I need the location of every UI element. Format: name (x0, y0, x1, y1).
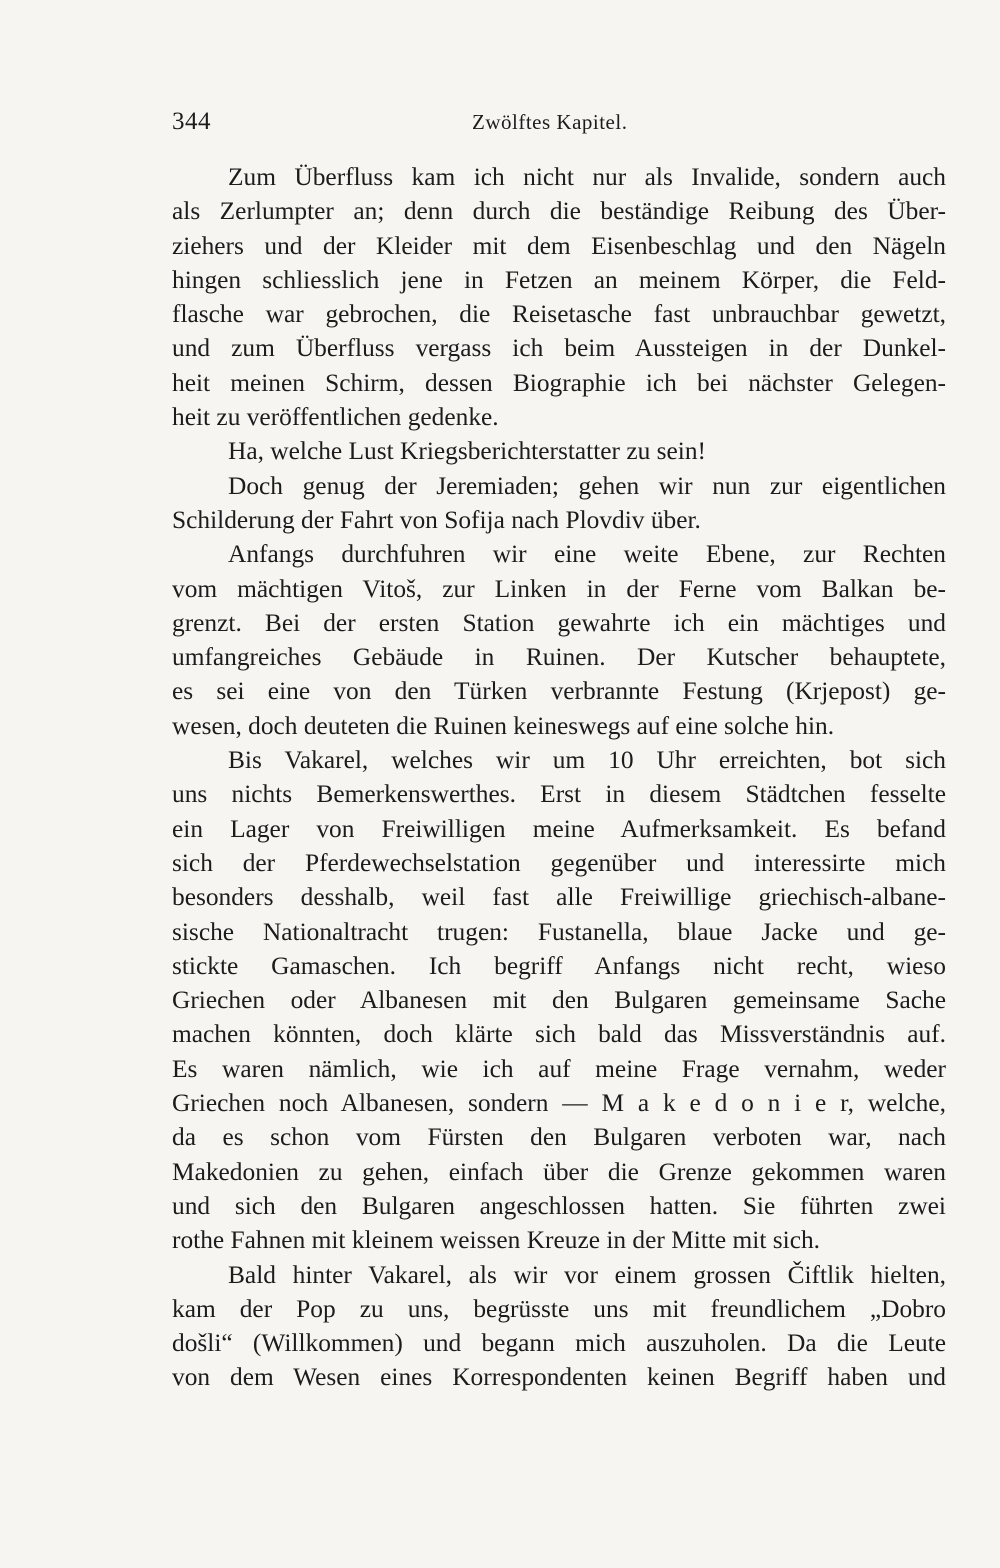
text-line: heit meinen Schirm, dessen Biographie ich bei nächster Gelegen- (172, 368, 946, 397)
paragraph (172, 537, 946, 743)
text-line: Anfangs durchfuhren wir eine weite Ebene, zur Rechten (228, 540, 946, 569)
text-line: flasche war gebrochen, die Reisetasche fast unbrauchbar gewetzt, (172, 300, 946, 329)
text-line: Griechen noch Albanesen, sondern — M a k e d o n i e r, welche, (172, 1089, 946, 1118)
text-line: stickte Gamaschen. Ich begriff Anfangs nicht recht, wieso (172, 951, 946, 980)
text-line: und sich den Bulgaren angeschlossen hatten. Sie führten zwei (172, 1191, 946, 1220)
text-line: wesen, doch deuteten die Ruinen keineswegs auf eine solche hin. (172, 711, 835, 740)
text-line: vom mächtigen Vitoš, zur Linken in der Ferne vom Balkan be- (172, 574, 946, 603)
text-line: grenzt. Bei der ersten Station gewahrte ich ein mächtiges und (172, 608, 946, 637)
text-line: rothe Fahnen mit kleinem weissen Kreuze in der Mitte mit sich. (172, 1226, 821, 1255)
text-line: kam der Pop zu uns, begrüsste uns mit freundlichem „Dobro (172, 1294, 946, 1323)
running-title: Zwölftes Kapitel. (472, 110, 628, 134)
text-line: došli“ (Willkommen) und begann mich auszuholen. Da die Leute (172, 1329, 946, 1358)
text-line: von dem Wesen eines Korrespondenten keinen Begriff haben und (172, 1363, 946, 1392)
text-line: Schilderung der Fahrt von Sofija nach Plovdiv über. (172, 505, 701, 534)
text-line: es sei eine von den Türken verbrannte Festung (Krjepost) ge- (172, 677, 946, 706)
paragraph (172, 160, 946, 434)
text-line: als Zerlumpter an; denn durch die beständige Reibung des Über- (172, 197, 946, 226)
text-line: uns nichts Bemerkenswerthes. Erst in diesem Städtchen fesselte (172, 780, 946, 809)
paragraph (172, 434, 946, 468)
paragraph (172, 1258, 946, 1395)
text-line: heit zu veröffentlichen gedenke. (172, 403, 499, 432)
text-line: Griechen oder Albanesen mit den Bulgaren gemeinsame Sache (172, 986, 946, 1015)
paragraph (172, 469, 946, 538)
text-line: Zum Überfluss kam ich nicht nur als Invalide, sondern auch (228, 163, 946, 191)
text-line: Es waren nämlich, wie ich auf meine Frage vernahm, weder (172, 1054, 946, 1083)
text-line: ziehers und der Kleider mit dem Eisenbeschlag und den Nägeln (172, 231, 946, 260)
body-text (172, 160, 946, 1395)
text-line: und zum Überfluss vergass ich beim Aussteigen in der Dunkel- (172, 334, 946, 363)
text-line: Ha, welche Lust Kriegsberichterstatter zu sein! (228, 437, 706, 466)
page-number: 344 (172, 108, 211, 135)
text-line: sische Nationaltracht trugen: Fustanella, blaue Jacke und ge- (172, 917, 946, 946)
text-line: besonders desshalb, weil fast alle Freiwillige griechisch-albane- (172, 883, 946, 912)
text-line: Bald hinter Vakarel, als wir vor einem grossen Čiftlik hielten, (228, 1260, 946, 1289)
text-line: sich der Pferdewechselstation gegenüber und interessirte mich (172, 848, 946, 877)
text-line: umfangreiches Gebäude in Ruinen. Der Kutscher behauptete, (172, 643, 946, 672)
text-line: Makedonien zu gehen, einfach über die Grenze gekommen waren (172, 1157, 946, 1186)
page-header (172, 108, 946, 140)
paragraph (172, 743, 946, 1257)
text-line: hingen schliesslich jene in Fetzen an meinem Körper, die Feld- (172, 265, 946, 294)
text-line: Doch genug der Jeremiaden; gehen wir nun zur eigentlichen (228, 471, 946, 500)
text-line: Bis Vakarel, welches wir um 10 Uhr erreichten, bot sich (228, 746, 946, 775)
text-line: machen könnten, doch klärte sich bald das Missverständnis auf. (172, 1020, 946, 1049)
text-line: da es schon vom Fürsten den Bulgaren verboten war, nach (172, 1123, 946, 1152)
text-line: ein Lager von Freiwilligen meine Aufmerksamkeit. Es befand (172, 814, 946, 843)
